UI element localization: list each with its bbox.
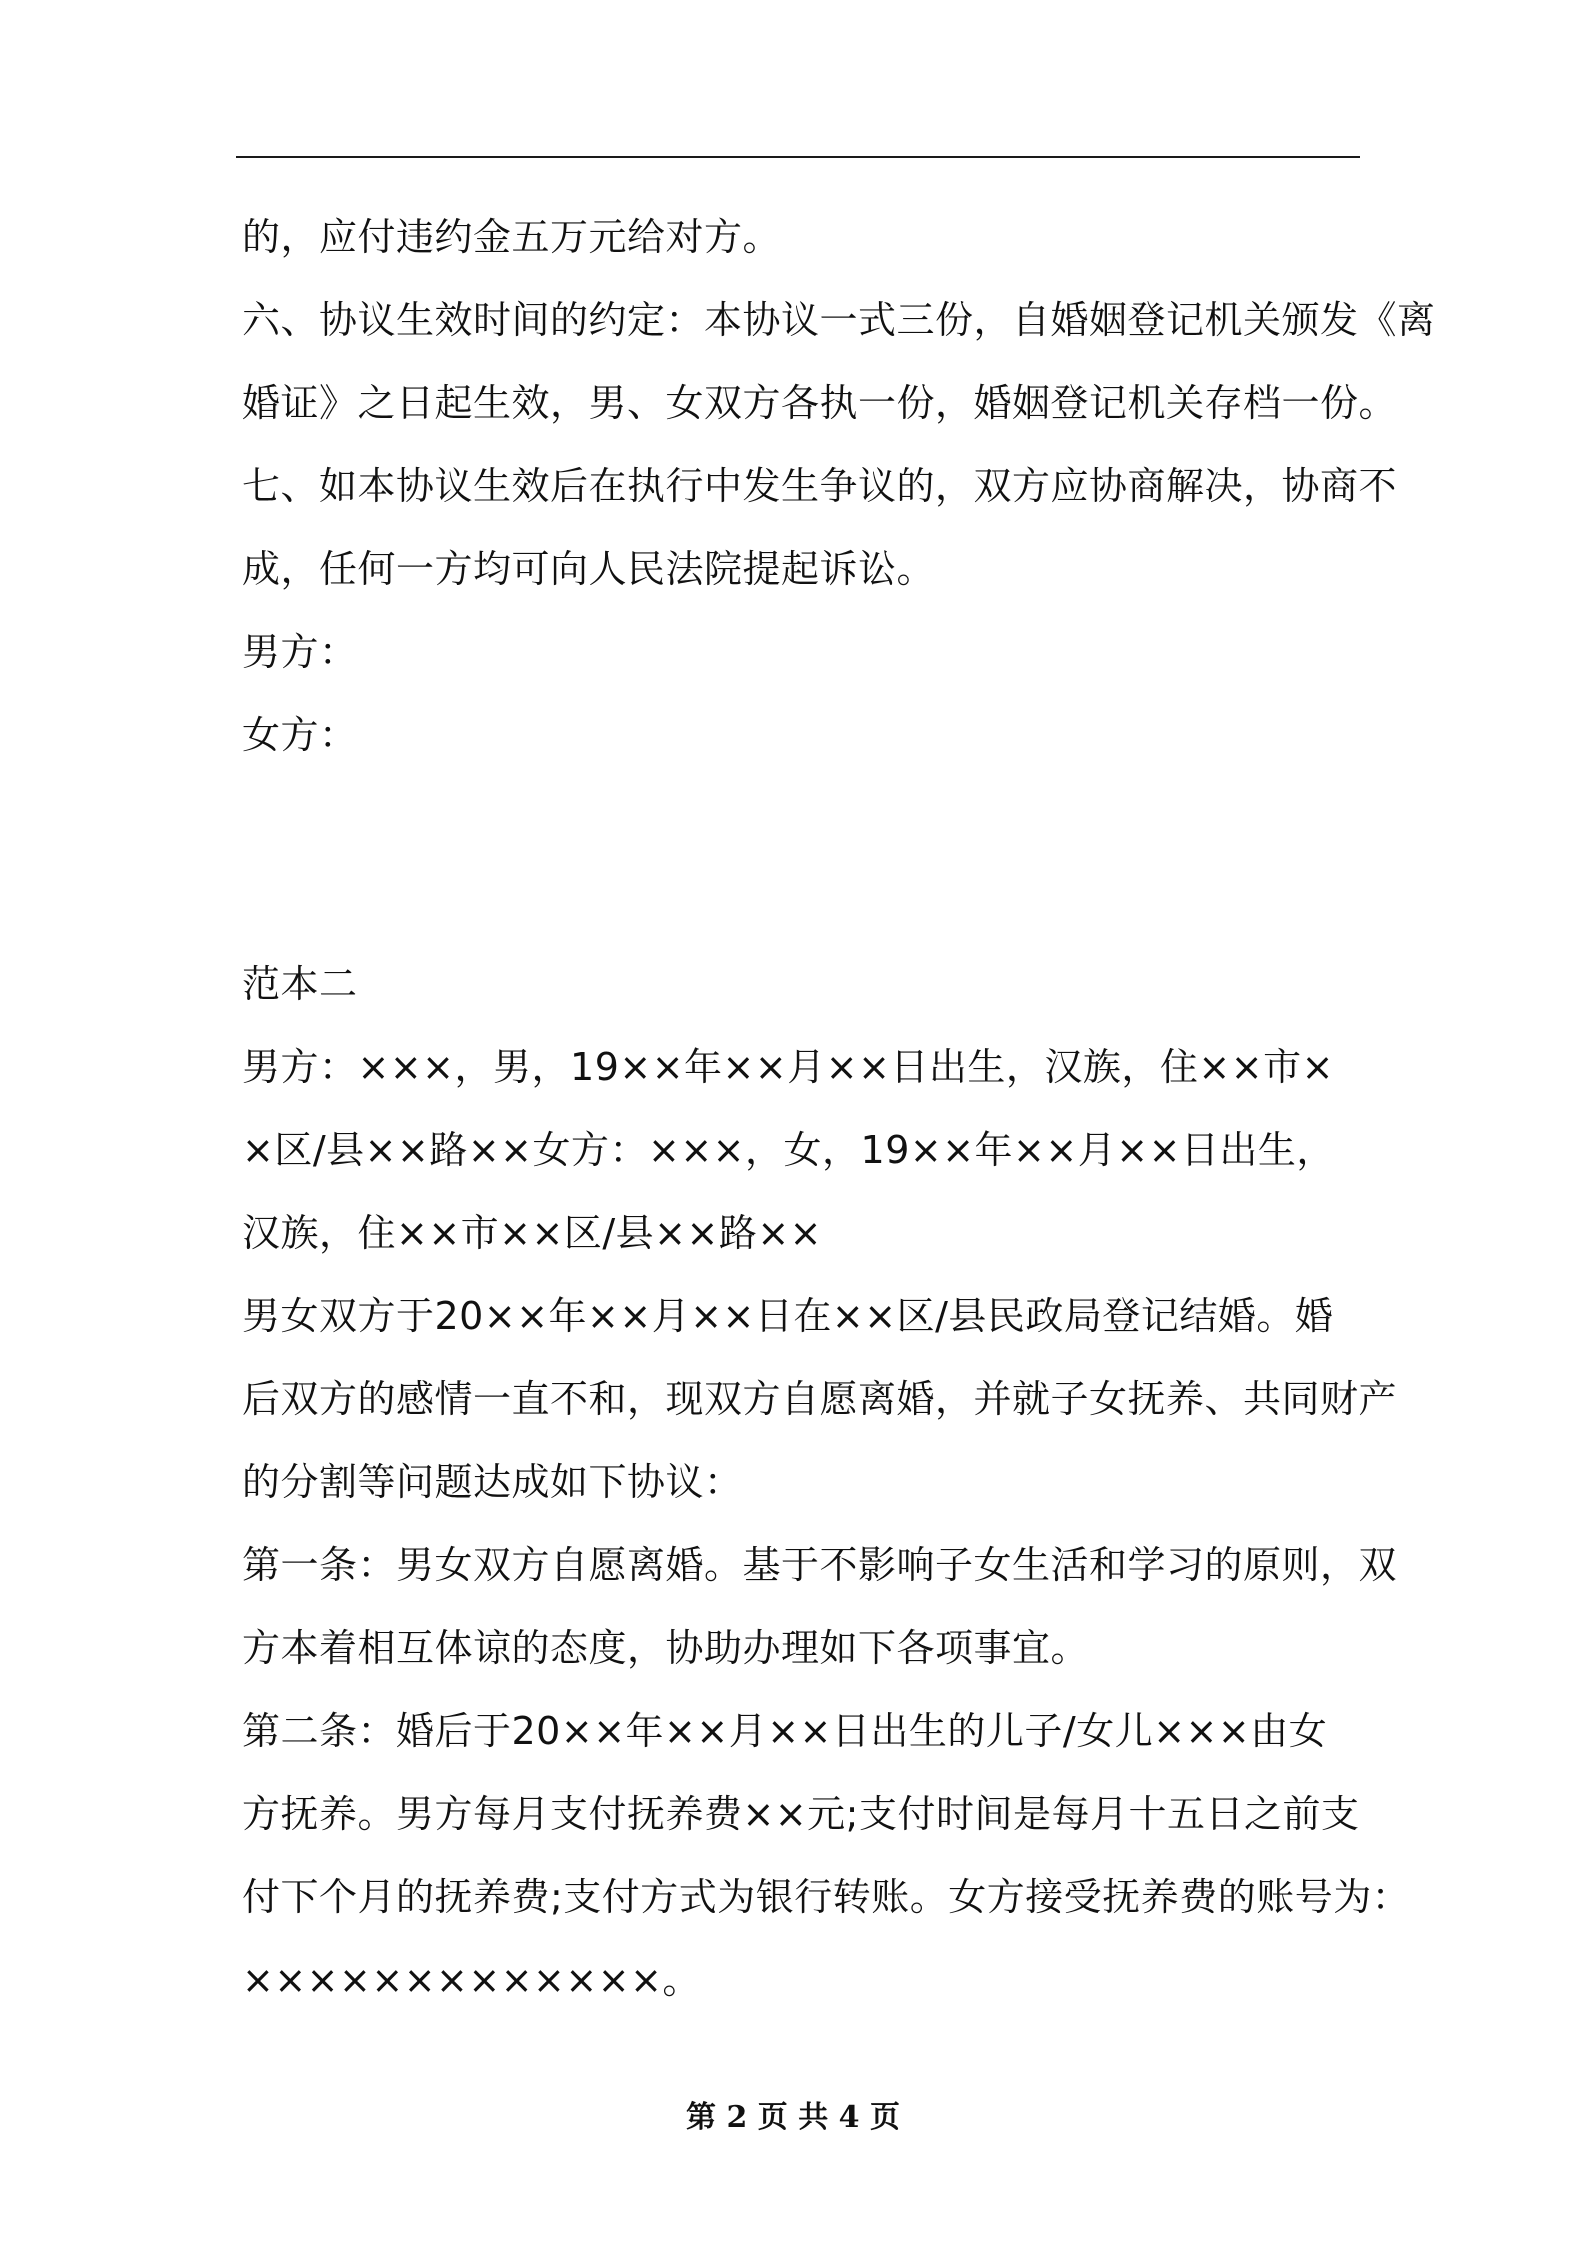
text-line: 男方：×××，男，19××年××月××日出生，汉族，住××市× xyxy=(242,1045,1334,1089)
text-line: 的，应付违约金五万元给对方。 xyxy=(242,215,782,259)
signature-male-label: 男方： xyxy=(242,630,358,674)
page-number-footer: 第 2 页 共 4 页 xyxy=(686,2100,900,2135)
text-line: ×区/县××路××女方：×××，女，19××年××月××日出生， xyxy=(242,1128,1335,1172)
signature-female-label: 女方： xyxy=(242,713,358,757)
text-line: 汉族，住××市××区/县××路×× xyxy=(242,1211,823,1255)
text-line: 六、协议生效时间的约定：本协议一式三份，自婚姻登记机关颁发《离 xyxy=(242,298,1436,342)
text-line: 方抚养。男方每月支付抚养费××元;支付时间是每月十五日之前支 xyxy=(242,1792,1360,1836)
text-line: 成，任何一方均可向人民法院提起诉讼。 xyxy=(242,547,936,591)
section-title: 范本二 xyxy=(242,962,358,1006)
text-line: 的分割等问题达成如下协议： xyxy=(242,1460,743,1504)
header-divider xyxy=(236,156,1360,158)
text-line: 后双方的感情一直不和，现双方自愿离婚，并就子女抚养、共同财产 xyxy=(242,1377,1398,1421)
document-body xyxy=(242,196,1436,2022)
text-line: 七、如本协议生效后在执行中发生争议的，双方应协商解决，协商不 xyxy=(242,464,1398,508)
text-line: ×××××××××××××。 xyxy=(242,1958,701,2002)
section-gap xyxy=(242,777,1364,943)
text-line: 第二条：婚后于20××年××月××日出生的儿子/女儿×××由女 xyxy=(242,1709,1328,1753)
text-line: 付下个月的抚养费;支付方式为银行转账。女方接受抚养费的账号为： xyxy=(242,1875,1411,1919)
text-line: 第一条：男女双方自愿离婚。基于不影响子女生活和学习的原则，双 xyxy=(242,1543,1398,1587)
text-line: 婚证》之日起生效，男、女双方各执一份，婚姻登记机关存档一份。 xyxy=(242,381,1398,425)
text-line: 男女双方于20××年××月××日在××区/县民政局登记结婚。婚 xyxy=(242,1294,1334,1338)
text-line: 方本着相互体谅的态度，协助办理如下各项事宜。 xyxy=(242,1626,1090,1670)
